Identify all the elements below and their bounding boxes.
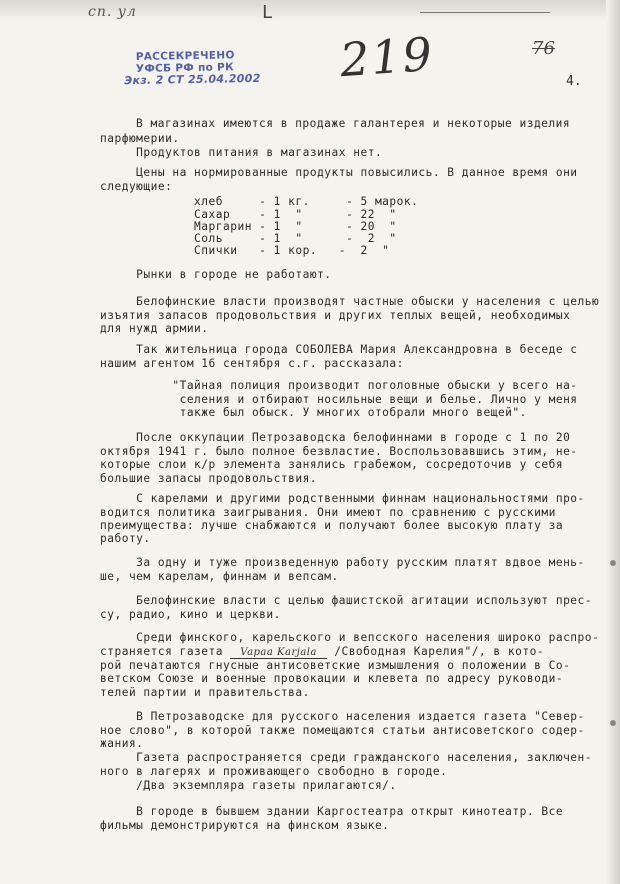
page-number: 4. xyxy=(566,74,582,89)
text-line: ше, чем карелам, финнам и вепсам. xyxy=(100,570,339,583)
newspaper-line xyxy=(100,645,544,659)
text-line: Белофинские власти с целью фашистской агитации используют прес- xyxy=(100,594,593,607)
text-line: В Петрозаводске для русского населения издается газета "Север- xyxy=(100,710,585,723)
text-line: большие запасы продовольствия. xyxy=(100,472,318,485)
text-line: следующие: xyxy=(100,180,173,193)
text-line: для нужд армии. xyxy=(100,322,209,335)
text-line: ное слово", в которой также помещаются статьи антисоветского содер- xyxy=(100,724,585,737)
text-line: нашим агентом 16 сентября с.г. рассказала: xyxy=(100,357,404,370)
text-line: фильмы демонстрируются на финском языке. xyxy=(100,819,390,832)
text-line: парфюмерии. xyxy=(100,132,180,145)
stamp-line-1: РАССЕКРЕЧЕНО xyxy=(135,49,235,63)
text-line: Газета распространяется среди гражданского населения, заключен- xyxy=(100,751,593,764)
text-line: водится политика заигрывания. Они имеют по сравнению с русскими xyxy=(100,506,556,519)
text-line: После оккупации Петрозаводска белофиннами в городе с 1 по 20 xyxy=(100,431,571,444)
scan-speck xyxy=(610,560,616,566)
text-line: преимущества: лучше снабжаются и получают более высокую плату за xyxy=(100,519,564,532)
top-mark: L xyxy=(262,2,273,23)
text-line: ветском Союзе и военные провокации и клевета по адресу руководи- xyxy=(100,672,564,685)
text-line: В магазинах имеются в продаже галантерея и некоторые изделия xyxy=(136,117,571,130)
text-fragment: /Свободная Карелия"/, в кото- xyxy=(326,645,545,658)
text-line: изъятия запасов продовольствия и других теплых вещей, необходимых xyxy=(100,309,571,322)
text-line: В городе в бывшем здании Каргостеатра открыт кинотеатр. Все xyxy=(100,805,564,818)
price-row: Сахар - 1 " - 22 " xyxy=(100,208,397,221)
text-line: жания. xyxy=(100,737,144,750)
stamp-line-3: Экз. 2 СТ 25.04.2002 xyxy=(124,71,261,88)
declassification-stamp xyxy=(124,49,261,87)
text-line: су, радио, кино и церкви. xyxy=(100,608,281,621)
scan-speck xyxy=(610,720,616,726)
text-line: С карелами и другими родственными финнам национальностями про- xyxy=(100,492,585,505)
price-row: Спички - 1 кор. - 2 " xyxy=(100,244,390,257)
text-line: которые слои к/р элемента занялись грабежом, сосредоточив у себя xyxy=(100,458,564,471)
text-line: Продуктов питания в магазинах нет. xyxy=(100,146,383,159)
price-row: Соль - 1 " - 2 " xyxy=(100,232,397,245)
text-fragment: страняется газета xyxy=(100,645,224,658)
top-handwritten-note: сп. ул xyxy=(88,4,137,20)
text-line: Цены на нормированные продукты повысились. В данное время они xyxy=(100,166,578,179)
archive-sheet-number: 219 xyxy=(338,26,436,88)
top-rule xyxy=(420,12,550,13)
text-line: октября 1941 г. было полное безвластие. Воспользовавшись этим, не- xyxy=(100,445,578,458)
text-line: Рынки в городе не работают. xyxy=(100,268,332,281)
text-line: За одну и туже произведенную работу русским платят вдвое мень- xyxy=(100,556,585,569)
text-line: ного в лагерях и проживающего свободно в городе. xyxy=(100,765,448,778)
handwritten-newspaper-name: Vapaa Karjala xyxy=(230,647,327,659)
text-line: телей партии и правительства. xyxy=(100,686,310,699)
price-row: хлеб - 1 кг. - 5 марок. xyxy=(100,195,419,208)
text-line: рой печатаются гнусные антисоветские измышления о положении в Со- xyxy=(100,659,571,672)
text-line: работу. xyxy=(100,532,151,545)
quote-line: селения и отбирают носильные вещи и белье. Лично у меня xyxy=(100,393,578,406)
text-line: Среди финского, карельского и вепсского населения широко распро- xyxy=(100,631,600,644)
text-line: /Два экземпляра газеты прилагаются/. xyxy=(100,779,397,792)
text-line: Белофинские власти производят частные обыски у населения с целью xyxy=(100,295,600,308)
price-row: Маргарин - 1 " - 20 " xyxy=(100,220,397,233)
stamp-line-2: УФСБ РФ по РК xyxy=(135,61,235,75)
struck-old-number: 76 xyxy=(532,38,555,59)
quote-line: "Тайная полиция производит поголовные обыски у всего на- xyxy=(100,379,578,392)
quote-line: также был обыск. У многих отобрали много вещей". xyxy=(100,406,527,419)
text-line: Так жительница города СОБОЛЕВА Мария Александровна в беседе с xyxy=(100,343,578,356)
scan-right-edge xyxy=(606,0,620,884)
